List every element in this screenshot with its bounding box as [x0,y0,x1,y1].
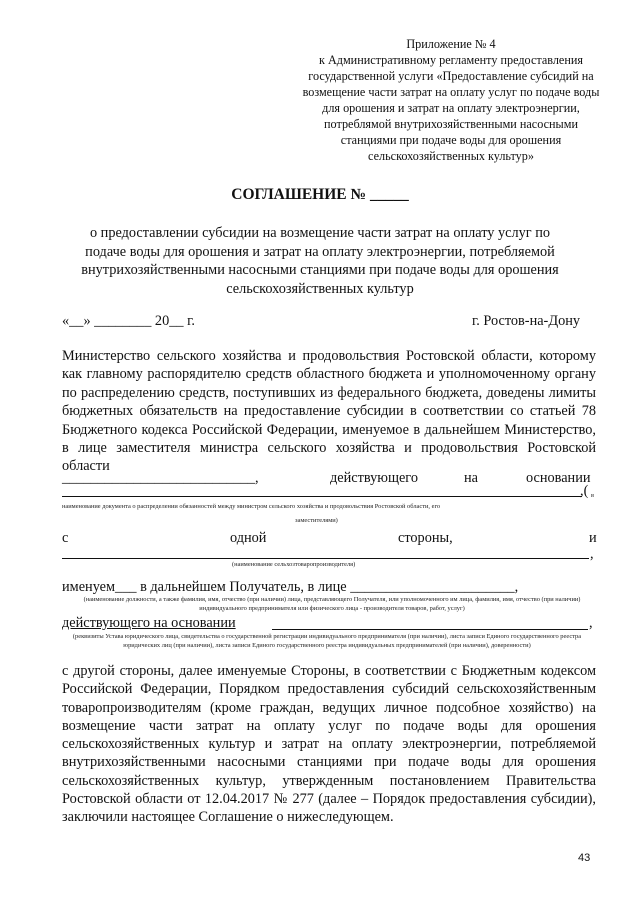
basis-word: основании [526,470,591,486]
deputies-note: заместителями) [295,517,338,524]
requisites-comma: , [589,615,593,631]
basis-rule-suffix: в [591,492,595,499]
basis-document-line [62,496,582,497]
agreement-city: г. Ростов-на-Дону [472,313,581,329]
agreement-title: СОГЛАШЕНИЕ № _____ [231,186,409,203]
basis-rule-end: ,( [580,483,589,499]
producer-name-line [62,558,589,559]
producer-note: (наименование сельхозтоваропроизводителя) [232,561,356,568]
requisites-note: (реквизиты Устава юридического лица, свидетельства о государственной регистрации индивидуального предпринимателя (при наличии), листа записи Единого государственного реестра юридических лиц (при наличии), листа записи Единого государственного реестра индивидуальных предпринимателей (при наличии), доверенности) [72,633,582,649]
deputy-name-blank: ___________________________, [62,470,259,486]
representative-note: (наименование должности, а также фамилия, имя, отчество (при наличии) лица, представляющего Получателя, или уполномоченного им лица, фамилия, имя, отчество (при наличии) индивидуального предпринимателя или физического лица - производителя товаров, работ, услуг) [83,596,581,612]
side-word: стороны, [398,530,453,546]
recipient-named-line: именуем___ в дальнейшем Получатель, в лице _______________________, [62,579,519,595]
appendix-number: Приложение № 4 [406,37,496,51]
side-and: и [589,530,597,546]
requisites-line [272,629,588,630]
agreement-date: «__» ________ 20__ г. [62,313,195,329]
side-with: с [62,530,69,546]
appendix-text: к Административному регламенту предоставления государственной услуги «Предоставление субсидий на возмещение части затрат на оплату услуг по подаче воды для орошения и затрат на оплату электроэнергии, потреблямой внутрихозяйственными насосными станциями при подаче воды для орошения сельскохозяйственных культур» [302,53,600,163]
ministry-paragraph: Министерство сельского хозяйства и продовольствия Ростовской области, которому как главному распорядителю средств областного бюджета и уполномоченному органу по распределению средств, поступивших из федерального бюджета, доведены лимиты бюджетных обязательств на предоставление субсидии в соответствии со статьей 78 Бюджетного кодекса Российской Федерации, именуемое в дальнейшем Министерство, в лице заместителя министра сельского хозяйства и продовольствия Ростовской области [62,348,596,475]
parties-agreement-paragraph: с другой стороны, далее именуемые Стороны, в соответствии с Бюджетным кодексом Российской Федерации, Порядком предоставления субсидий сельскохозяйственным товаропроизводителям (кроме граждан, ведущих личное подсобное хозяйство) на возмещение части затрат на оплату услуг по подаче воды для орошения сельскохозяйственных культур и затрат на оплату электроэнергии, потребляемой внутрихозяйственными насосными станциями при подаче воды для орошения сельскохозяйственных культур, утвержденным постановлением Правительства Ростовской области от 12.04.2017 № 277 (далее – Порядок предоставления субсидии), заключили настоящее Соглашение о нижеследующем. [62,663,596,826]
acting-word: действующего [330,470,418,486]
side-one: одной [230,530,267,546]
basis-document-note: наименование документа о распределении обязанностей между министром сельского хозяйства и продовольствия Ростовской области, его [62,503,441,510]
appendix-header [300,36,602,164]
producer-comma: , [590,546,594,562]
on-word: на [464,470,478,486]
agreement-subject: о предоставлении субсидии на возмещение части затрат на оплату услуг по подаче воды для орошения и затрат на оплату электроэнергии, потребляемой внутрихозяйственными насосными станциями при подаче воды для орошения сельскохозяйственных культур [81,225,559,297]
page-number: 43 [578,852,591,864]
acting-basis-label: действующего на основании [62,615,236,631]
